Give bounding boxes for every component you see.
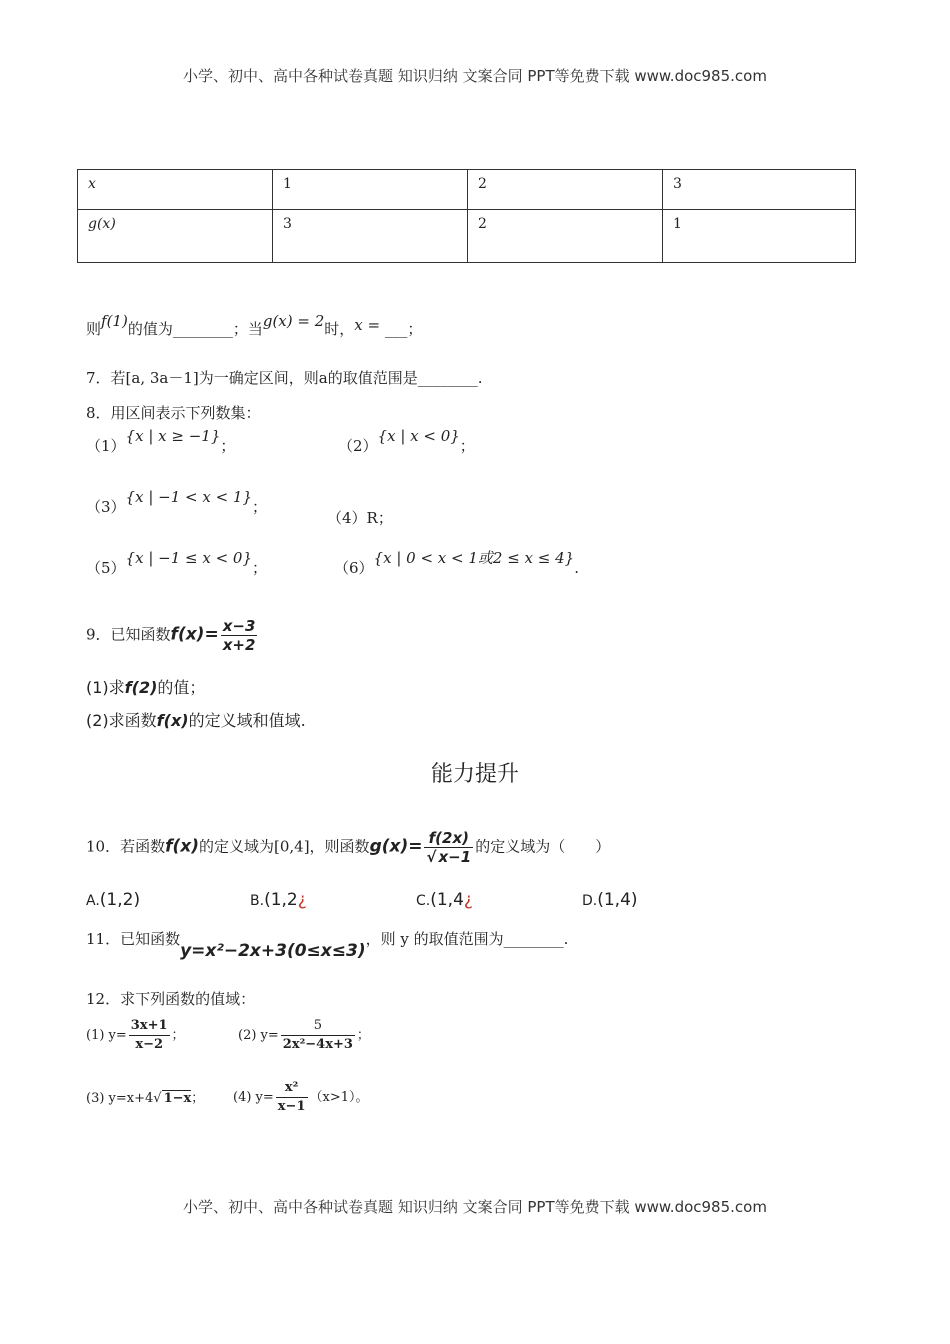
q9-p1-b: f(2) — [124, 678, 158, 697]
q10-mid: 的定义域为[0,4]，则函数 — [199, 837, 370, 856]
q10-fx: f(x) — [165, 836, 199, 857]
q10-denominator: √ x−1 — [426, 848, 472, 866]
q12-denominator: x−2 — [135, 1037, 164, 1052]
q8-item-set: {x | x < 0} — [377, 427, 460, 445]
q9-p2-c: 的定义域和值域. — [188, 711, 306, 730]
q8-item-end: ； — [252, 498, 268, 516]
q8-item-label: （1） — [86, 437, 126, 455]
table-cell: x — [78, 170, 273, 210]
table-cell: 3 — [663, 170, 856, 210]
q9-denominator: x+2 — [222, 636, 256, 654]
q12-denominator: 2x²−4x+3 — [282, 1037, 353, 1052]
question-11 — [86, 928, 569, 961]
q8-item-label: （2） — [338, 437, 378, 455]
q9-part-2 — [86, 708, 306, 731]
question-10 — [86, 829, 610, 866]
q8-item-end: ； — [459, 437, 475, 455]
q9-pre: 9．已知函数 — [86, 625, 171, 644]
table-row — [78, 170, 856, 210]
question-9 — [86, 617, 259, 654]
function-table — [77, 169, 856, 263]
q12-item-4 — [233, 1079, 369, 1116]
q8-item-set: R； — [366, 509, 393, 527]
q10-option-d — [582, 890, 638, 910]
option-value: (1,2) — [99, 890, 141, 910]
question-7: 7．若[a, 3a－1]为一确定区间，则a的取值范围是________. — [86, 369, 483, 387]
table-row — [78, 210, 856, 263]
q10-radicand: x−1 — [438, 848, 472, 866]
q8-item-6 — [334, 549, 579, 578]
q6-f1: f(1) — [101, 312, 128, 330]
q10-fraction — [424, 829, 473, 866]
q8-item-set: {x | x ≥ −1} — [125, 427, 221, 445]
q6-mid2: 时， — [324, 320, 355, 338]
footer-banner: 小学、初中、高中各种试卷真题 知识归纳 文案合同 PPT等免费下载 www.doc985.com — [183, 1198, 767, 1216]
q11-post: ，则 y 的取值范围为________. — [365, 930, 569, 948]
q8-item-set: {x | −1 < x < 1} — [125, 488, 253, 506]
table-cell: 1 — [273, 170, 468, 210]
q8-item-label: （3） — [86, 498, 126, 516]
q12-fraction — [276, 1079, 308, 1116]
question-12-title: 12．求下列函数的值域： — [86, 990, 256, 1008]
q10-gx: g(x)= — [369, 836, 423, 857]
q10-post: 的定义域为（ ） — [475, 837, 611, 856]
q12-radical: √ 1−x — [153, 1091, 192, 1106]
q9-p1-a: (1)求 — [86, 678, 125, 697]
header-banner: 小学、初中、高中各种试卷真题 知识归纳 文案合同 PPT等免费下载 www.doc985.com — [183, 67, 767, 85]
option-value: (1,2 — [264, 890, 298, 910]
q12-numerator: 5 — [281, 1017, 355, 1036]
q8-item-3 — [86, 488, 268, 517]
option-label: C. — [416, 893, 431, 909]
option-tail: ¿ — [463, 890, 473, 910]
option-label: A. — [86, 893, 100, 909]
q10-numerator: f(2x) — [424, 829, 473, 848]
q12-label: (1) y= — [86, 1028, 127, 1043]
table-cell: 2 — [468, 170, 663, 210]
q12-end: （x>1）。 — [309, 1090, 369, 1105]
q6-blank: ___； — [384, 320, 423, 338]
q8-item-label: （5） — [86, 559, 126, 577]
q12-end: ； — [171, 1028, 185, 1043]
q12-radicand: 1−x — [163, 1091, 192, 1106]
q11-pre: 11．已知函数 — [86, 930, 181, 948]
q8-item-end: ； — [220, 437, 236, 455]
q9-p2-a: (2)求函数 — [86, 711, 157, 730]
q12-label: (2) y= — [238, 1028, 279, 1043]
option-label: D. — [582, 893, 598, 909]
q12-denominator: x−1 — [277, 1099, 306, 1114]
q9-p2-b: f(x) — [156, 711, 189, 730]
q12-fraction — [281, 1017, 355, 1054]
question-6-line — [86, 312, 423, 339]
q10-option-b — [250, 890, 307, 910]
q9-p1-c: 的值； — [157, 678, 206, 697]
q12-numerator: 3x+1 — [129, 1017, 170, 1036]
table-cell: 3 — [273, 210, 468, 263]
q8-item-1 — [86, 427, 236, 456]
option-tail: ¿ — [297, 890, 307, 910]
q10-option-a — [86, 890, 140, 910]
table-cell: g(x) — [78, 210, 273, 263]
q12-label: (4) y= — [233, 1090, 274, 1105]
q6-gx2: g(x) = 2 — [262, 312, 325, 330]
q12-numerator: x² — [276, 1079, 308, 1098]
q12-end: ； — [191, 1091, 205, 1106]
q12-item-1 — [86, 1017, 185, 1054]
q11-expr: y=x²−2x+3(0≤x≤3) — [180, 941, 366, 961]
option-label: B. — [250, 893, 265, 909]
q8-item-set: {x | 0 < x < 1或2 ≤ x ≤ 4} — [373, 549, 575, 567]
q6-x-eq: x = — [354, 316, 385, 334]
q8-item-2 — [338, 427, 475, 456]
q8-item-end: ； — [252, 559, 268, 577]
q8-item-label: （6） — [334, 559, 374, 577]
question-8-title: 8．用区间表示下列数集： — [86, 404, 261, 422]
section-title: 能力提升 — [430, 762, 519, 787]
q10-pre: 10．若函数 — [86, 837, 166, 856]
q8-item-4 — [327, 507, 393, 528]
q12-item-3 — [86, 1087, 204, 1106]
q9-part-1 — [86, 675, 205, 698]
option-value: (1,4) — [597, 890, 638, 910]
table-cell: 2 — [468, 210, 663, 263]
q12-item-2 — [238, 1017, 370, 1054]
q12-fraction — [129, 1017, 170, 1054]
q6-pre: 则 — [86, 320, 102, 338]
q9-numerator: x−3 — [222, 617, 256, 635]
q8-item-end: . — [574, 559, 579, 577]
option-value: (1,4 — [430, 890, 464, 910]
q8-item-5 — [86, 549, 268, 578]
q8-item-label: （4） — [327, 509, 367, 527]
q8-item-set: {x | −1 ≤ x < 0} — [125, 549, 253, 567]
q10-option-c — [416, 890, 473, 910]
q9-fx: f(x)= — [170, 624, 219, 645]
q9-fraction — [221, 617, 258, 654]
q6-mid: 的值为________；当 — [127, 320, 263, 338]
q12-end: ； — [356, 1028, 370, 1043]
q12-label: (3) y=x+4 — [86, 1091, 154, 1106]
table-cell: 1 — [663, 210, 856, 263]
